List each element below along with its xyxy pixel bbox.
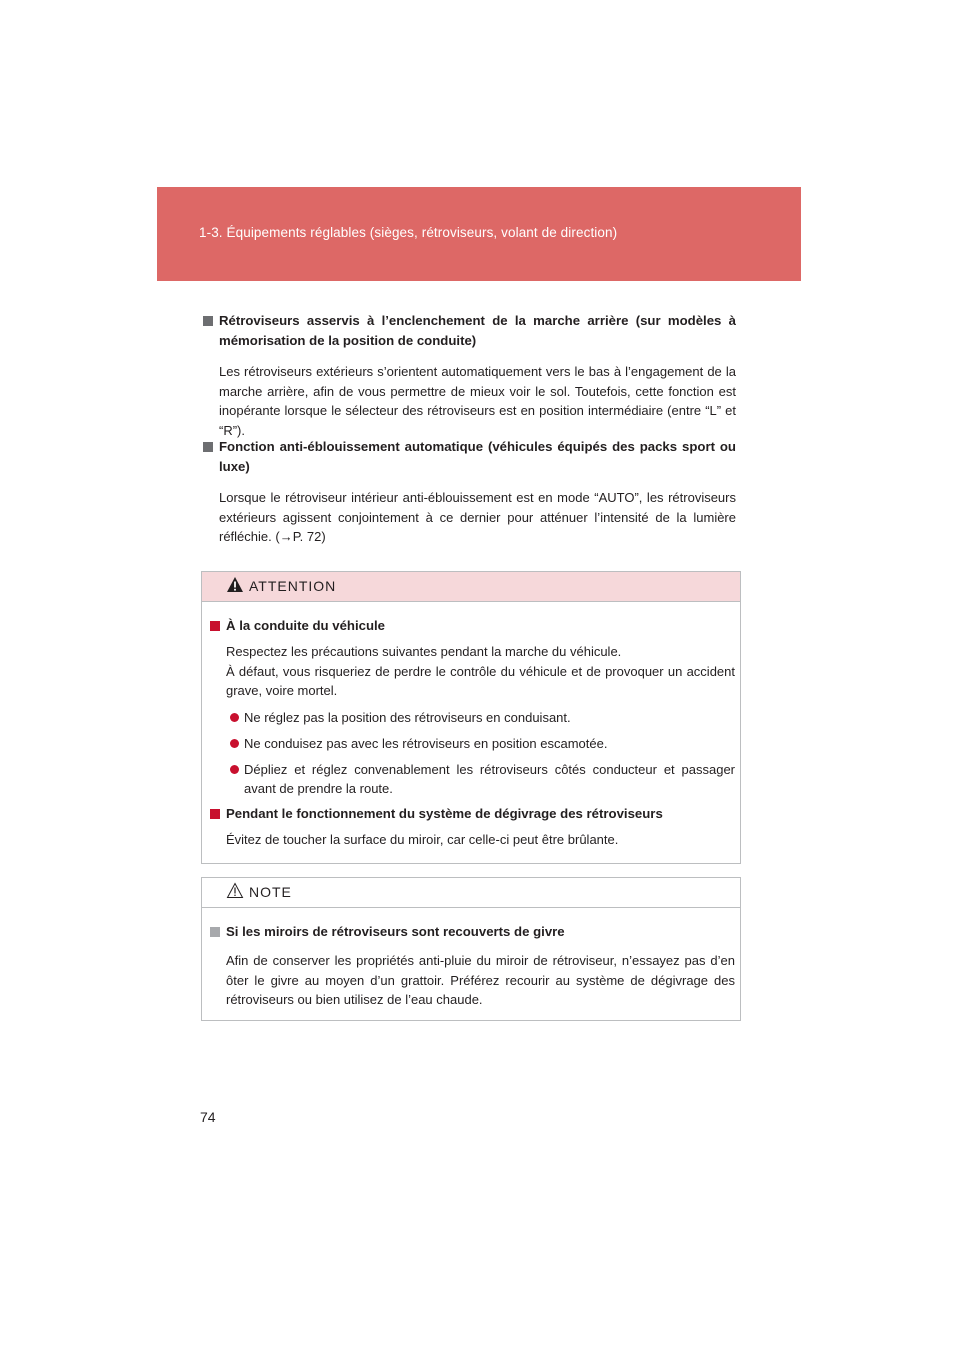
square-bullet-icon [203,316,213,326]
section-heading: Fonction anti-éblouissement automatique (véhicules équipés des packs sport ou luxe) [203,437,736,477]
square-bullet-icon [210,927,220,937]
attention-title-bar [202,572,740,602]
chapter-title: 1-3. Équipements réglables (sièges, rétroviseurs, volant de direction) [199,225,618,240]
attention-box [201,571,741,864]
warning-triangle-icon [226,576,244,593]
round-bullet-icon [230,739,239,748]
attention-line: À défaut, vous risqueriez de perdre le contrôle du véhicule et de provoquer un accident grave, voire mortel. [226,663,735,698]
attention-heading: À la conduite du véhicule [210,616,735,636]
note-box [201,877,741,1021]
section-anti-glare [203,437,736,547]
square-bullet-icon [210,809,220,819]
square-bullet-icon [210,621,220,631]
bullet-item: Ne conduisez pas avec les rétroviseurs en position escamotée. [230,734,735,753]
attention-line: Respectez les précautions suivantes pendant la marche du véhicule. [226,644,622,659]
bullet-item: Dépliez et réglez convenablement les rétroviseurs côtés conducteur et passager avant de prendre la route. [230,760,735,798]
section-reverse-tilt [203,311,736,440]
page-number: 74 [200,1109,216,1125]
round-bullet-icon [230,765,239,774]
note-title-bar [202,878,740,908]
note-heading: Si les miroirs de rétroviseurs sont recouverts de givre [210,922,735,942]
attention-body [202,602,740,849]
note-label: NOTE [249,884,292,900]
bullet-item: Ne réglez pas la position des rétroviseurs en conduisant. [230,708,735,727]
square-bullet-icon [203,442,213,452]
note-body [202,908,740,1010]
attention-label: ATTENTION [249,578,337,594]
attention-heading: Pendant le fonctionnement du système de dégivrage des rétroviseurs [210,804,735,824]
caution-triangle-icon [226,882,244,899]
attention-line: Évitez de toucher la surface du miroir, car celle-ci peut être brûlante. [226,831,619,847]
section-heading: Rétroviseurs asservis à l’enclenchement de la marche arrière (sur modèles à mémorisation de la position de conduite) [203,311,736,351]
section-paragraph: Les rétroviseurs extérieurs s’orientent automatiquement vers le bas à l’engagement de la marche arrière, afin de vous permettre de mieux voir le sol. Toutefois, cette fonction est inopérante lorsque le sélecteur des rétroviseurs est en position intermédiaire (entre “L” et “R”). [219,364,736,438]
chapter-header-band [157,187,801,281]
round-bullet-icon [230,713,239,722]
note-paragraph: Afin de conserver les propriétés anti-pluie du miroir de rétroviseur, n’essayez pas d’en ôter le givre au moyen d’un grattoir. Préférez recourir au système de dégivrage des rétroviseurs ou bien utilisez de l’eau chaude. [226,953,735,1007]
section-paragraph: Lorsque le rétroviseur intérieur anti-éblouissement est en mode “AUTO”, les rétroviseurs extérieurs agissent conjointement à ce dernier pour atténuer l’intensité de la lumière réfléchie. (→P. 72) [219,490,736,544]
